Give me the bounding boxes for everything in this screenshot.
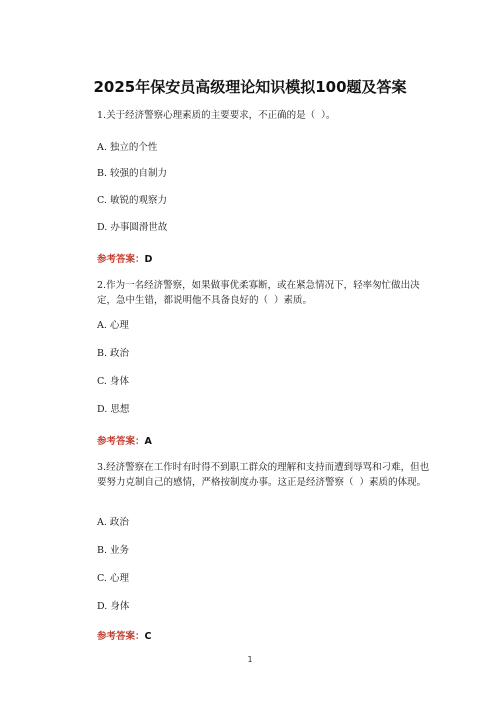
question-2-option-b: B. 政治 <box>97 348 130 359</box>
question-3-option-b: B. 业务 <box>97 545 130 556</box>
question-2-option-d: D. 思想 <box>97 404 130 415</box>
question-2-answer <box>97 433 152 447</box>
question-2-stem: 2.作为一名经济警察，如果做事优柔寡断，或在紧急情况下，轻率匆忙做出决定，急中生错，都说明他不具备良好的（ ）素质。 <box>97 280 420 306</box>
answer-value: A <box>144 436 152 447</box>
question-1-option-d: D. 办事圆滑世故 <box>97 222 168 233</box>
answer-label: 参考答案： <box>97 631 145 642</box>
page-number: 1 <box>247 655 253 664</box>
answer-value: D <box>144 254 153 265</box>
answer-value: C <box>144 631 152 642</box>
question-2-option-c: C. 身体 <box>97 376 129 387</box>
question-3-stem: 3.经济警察在工作时有时得不到职工群众的理解和支持而遭到辱骂和刁难，但也要努力克制自己的感情，严格按制度办事。这正是经济警察（ ）素质的体现。 <box>97 462 430 488</box>
question-1-stem: 1.关于经济警察心理素质的主要要求，不正确的是（ ）。 <box>97 110 336 121</box>
page-title: 2025年保安员高级理论知识模拟100题及答案 <box>93 78 407 96</box>
answer-label: 参考答案： <box>97 254 145 265</box>
question-3-answer <box>97 628 152 642</box>
question-1-option-c: C. 敏锐的观察力 <box>97 195 167 206</box>
question-3-option-c: C. 心理 <box>97 573 129 584</box>
question-1-answer <box>97 251 152 265</box>
question-3-option-d: D. 身体 <box>97 601 130 612</box>
question-3-option-a: A. 政治 <box>97 517 129 528</box>
question-1-option-a: A. 独立的个性 <box>97 142 158 153</box>
answer-label: 参考答案： <box>97 436 145 447</box>
question-2-option-a: A. 心理 <box>97 320 129 331</box>
question-1-option-b: B. 较强的自制力 <box>97 168 168 179</box>
